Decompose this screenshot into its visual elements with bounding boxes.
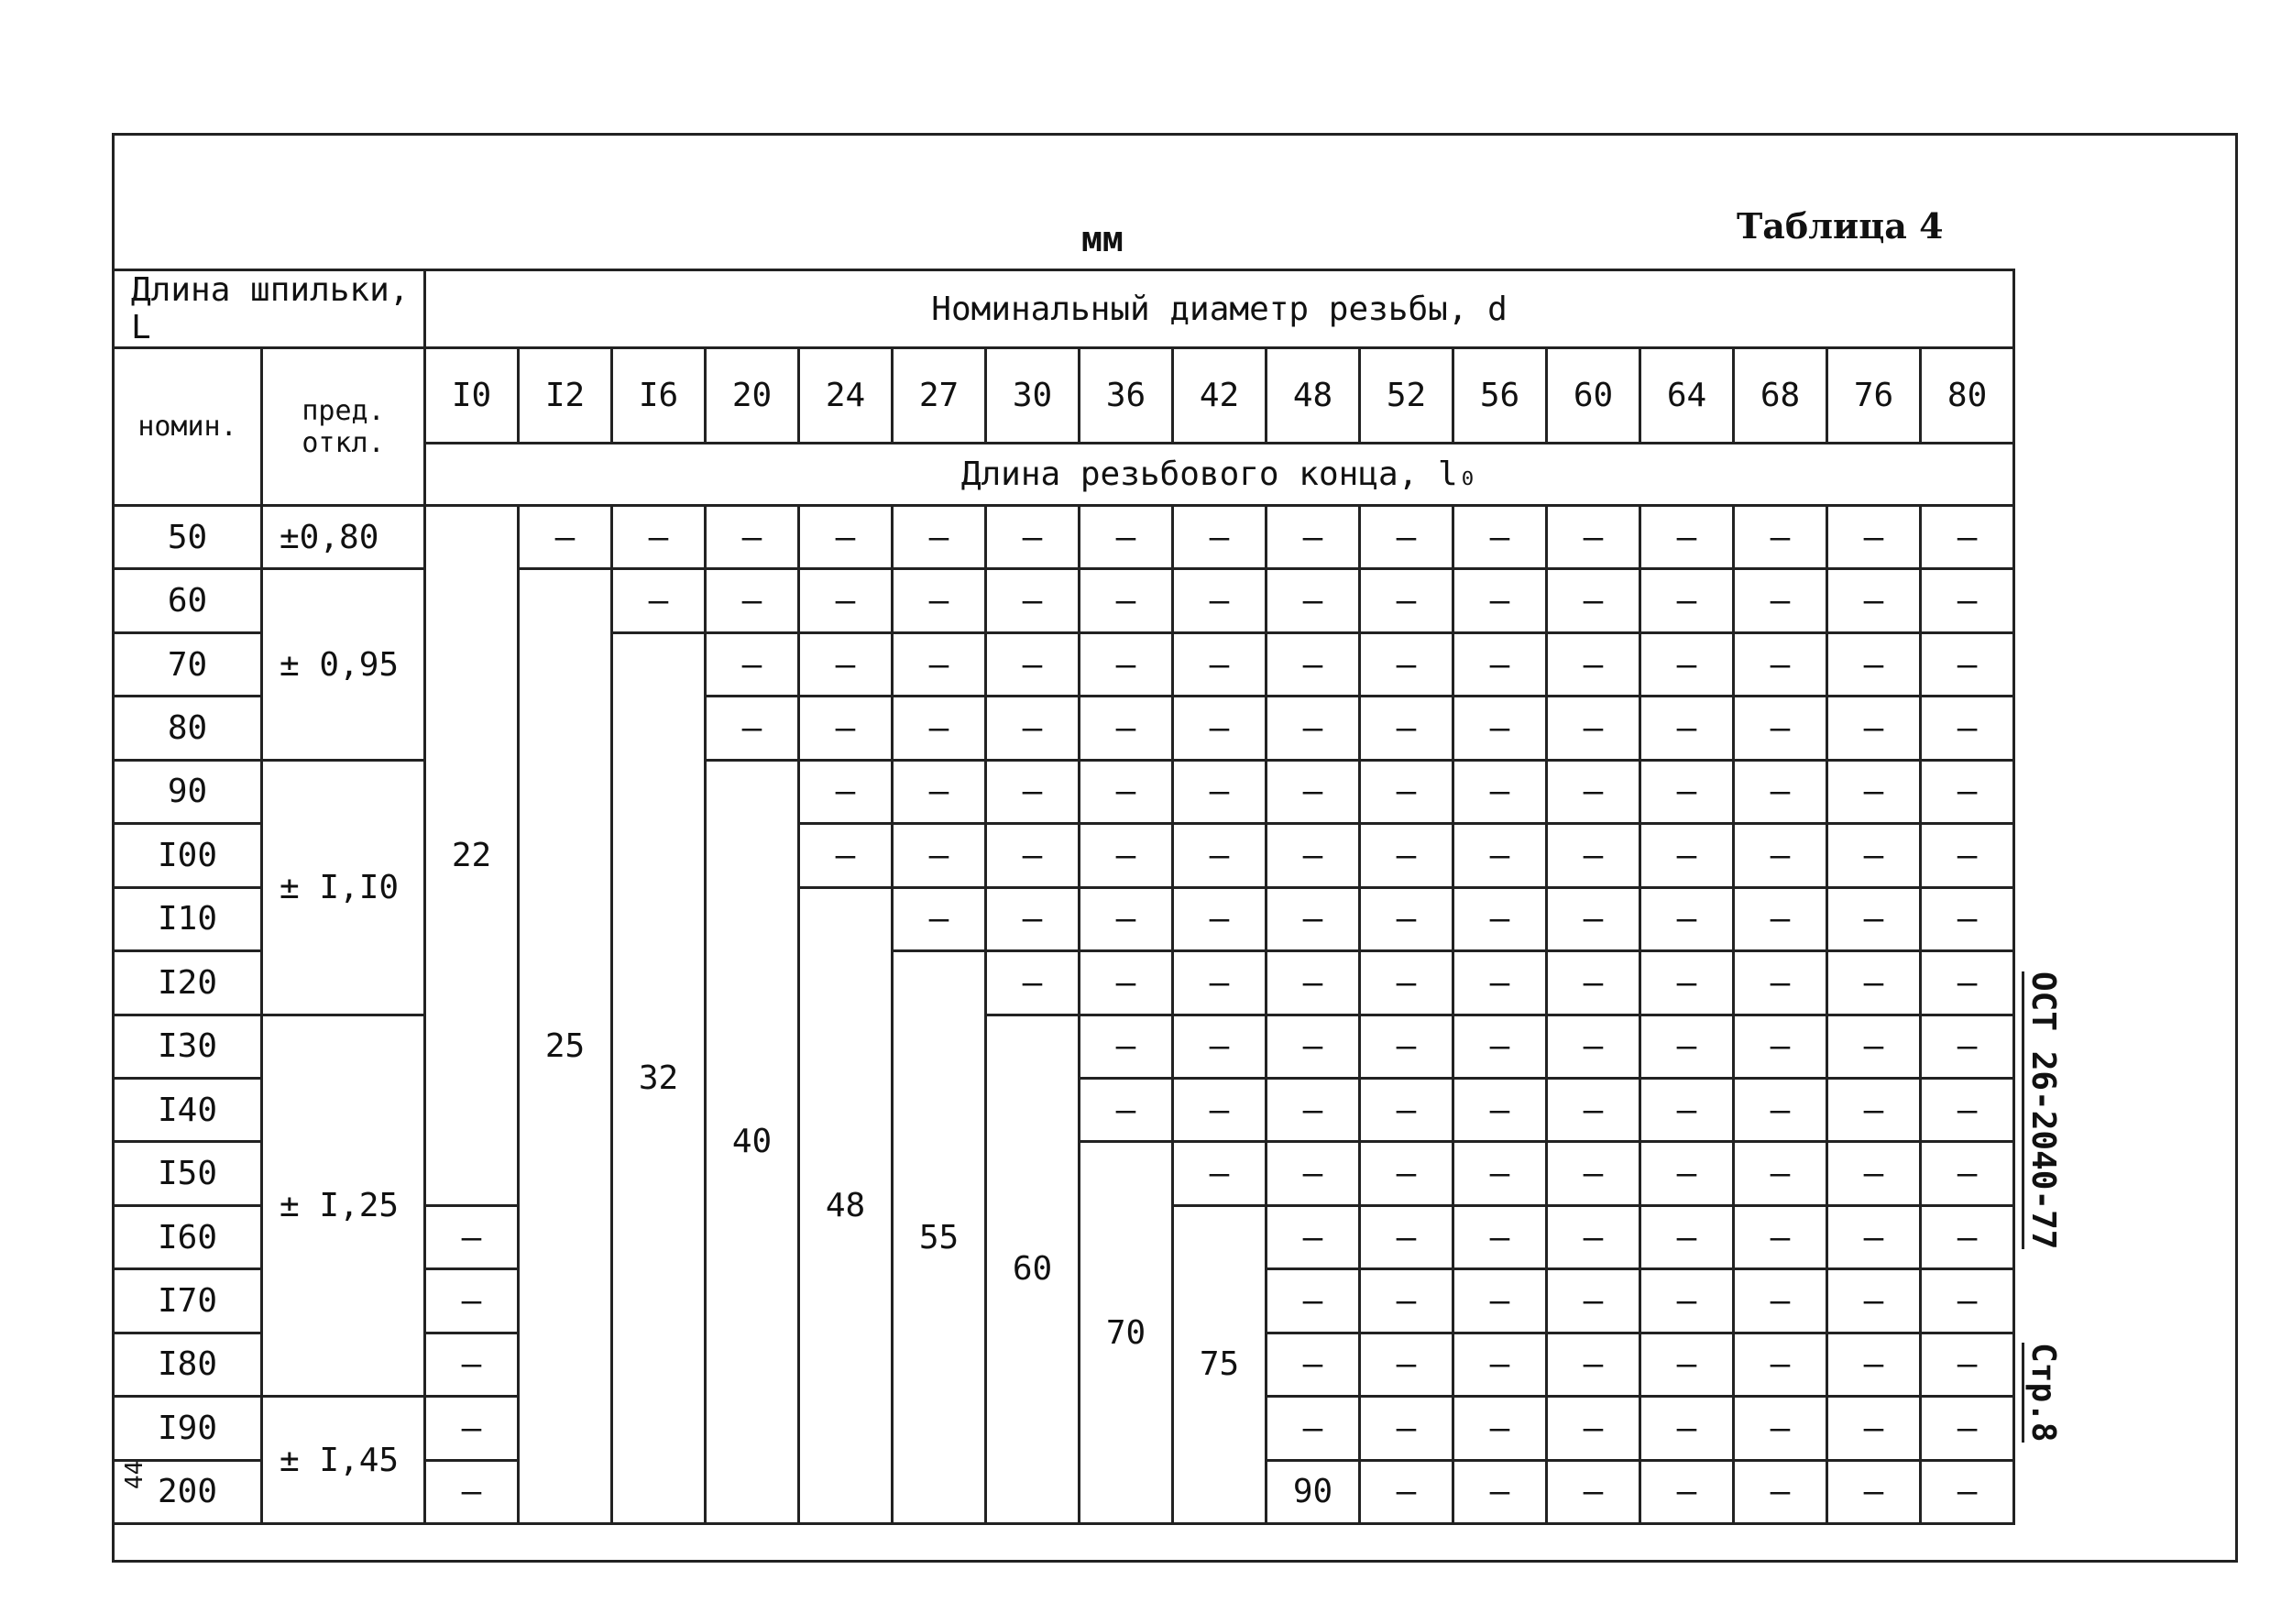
dash-cell: – — [1827, 1460, 1921, 1523]
deviation-cell: ±0,80 — [262, 506, 425, 569]
dash-cell: – — [1267, 887, 1360, 950]
dash-cell: – — [799, 632, 893, 696]
dash-cell: – — [1827, 1015, 1921, 1078]
diameter-cell: 52 — [1360, 348, 1453, 444]
stud-length-header: Длина шпильки, L — [114, 270, 425, 348]
dash-cell: – — [1921, 1397, 2014, 1460]
dash-cell: – — [1921, 1269, 2014, 1333]
thread-length-cell: 25 — [519, 569, 612, 1524]
dash-cell: – — [1267, 1205, 1360, 1268]
dash-cell: – — [1547, 506, 1640, 569]
dash-cell: – — [1734, 951, 1827, 1015]
diameter-cell: 76 — [1827, 348, 1921, 444]
dash-cell: – — [893, 569, 986, 632]
diameter-cell: I2 — [519, 348, 612, 444]
length-cell: I10 — [114, 887, 262, 950]
dash-cell: – — [1173, 1015, 1267, 1078]
dash-cell: – — [1827, 1397, 1921, 1460]
dash-cell: – — [1734, 506, 1827, 569]
dash-cell: – — [1640, 506, 1734, 569]
dash-cell: – — [1640, 1460, 1734, 1523]
dash-cell: – — [1827, 1205, 1921, 1268]
dash-cell: – — [799, 697, 893, 760]
dash-cell: – — [1453, 1015, 1547, 1078]
dash-cell: – — [1640, 569, 1734, 632]
dash-cell: – — [986, 951, 1080, 1015]
dash-cell: – — [1547, 1460, 1640, 1523]
dash-cell: – — [1453, 824, 1547, 887]
dash-cell: – — [1453, 697, 1547, 760]
dash-cell: – — [1360, 1078, 1453, 1141]
dash-cell: – — [1173, 569, 1267, 632]
dash-cell: – — [1827, 1142, 1921, 1205]
thread-length-header: Длина резьбового конца, l₀ — [425, 444, 2014, 506]
dash-cell: – — [1640, 1205, 1734, 1268]
dash-cell: – — [1734, 1269, 1827, 1333]
dash-cell: – — [1827, 760, 1921, 823]
dash-cell: – — [1640, 1269, 1734, 1333]
thread-length-table — [112, 269, 2015, 1525]
dash-cell: – — [1267, 1333, 1360, 1396]
dash-cell: – — [1734, 824, 1827, 887]
dash-cell: – — [1080, 506, 1173, 569]
dash-cell: – — [1453, 632, 1547, 696]
dash-cell: – — [1734, 1142, 1827, 1205]
dash-cell: – — [1547, 1397, 1640, 1460]
dash-cell: – — [1173, 824, 1267, 887]
diameter-cell: 36 — [1080, 348, 1173, 444]
dash-cell: – — [1827, 569, 1921, 632]
dash-cell: – — [1080, 569, 1173, 632]
dash-cell: – — [1734, 760, 1827, 823]
diameter-cell: 24 — [799, 348, 893, 444]
dash-cell: – — [1080, 887, 1173, 950]
diameter-cell: 68 — [1734, 348, 1827, 444]
dash-cell: – — [425, 1333, 519, 1396]
dash-cell: – — [1360, 697, 1453, 760]
dash-cell: – — [986, 760, 1080, 823]
diameter-cell: 27 — [893, 348, 986, 444]
dash-cell: – — [1921, 1205, 2014, 1268]
dash-cell: – — [1173, 506, 1267, 569]
dash-cell: – — [1547, 569, 1640, 632]
dash-cell: – — [706, 697, 799, 760]
table-number: Таблица 4 — [1737, 205, 1944, 247]
length-cell: I70 — [114, 1269, 262, 1333]
dash-cell: – — [1453, 1460, 1547, 1523]
dash-cell: – — [706, 569, 799, 632]
dash-cell: – — [1453, 1333, 1547, 1396]
dash-cell: – — [1734, 697, 1827, 760]
dash-cell: – — [425, 1460, 519, 1523]
dash-cell: – — [1547, 632, 1640, 696]
dash-cell: – — [1921, 1078, 2014, 1141]
length-cell: 70 — [114, 632, 262, 696]
dash-cell: – — [1734, 1397, 1827, 1460]
dash-cell: – — [1734, 569, 1827, 632]
dash-cell: – — [1921, 1333, 2014, 1396]
length-cell: I80 — [114, 1333, 262, 1396]
length-cell: I60 — [114, 1205, 262, 1268]
dash-cell: – — [1080, 632, 1173, 696]
dash-cell: – — [1360, 887, 1453, 950]
dash-cell: – — [1453, 1142, 1547, 1205]
dash-cell: – — [986, 697, 1080, 760]
dash-cell: – — [1360, 760, 1453, 823]
dash-cell: – — [1827, 1269, 1921, 1333]
dash-cell: – — [893, 506, 986, 569]
dash-cell: – — [1173, 760, 1267, 823]
dash-cell: – — [706, 632, 799, 696]
diameter-cell: 64 — [1640, 348, 1734, 444]
dash-cell: – — [1173, 1142, 1267, 1205]
dash-cell: – — [986, 632, 1080, 696]
dash-cell: – — [1080, 1015, 1173, 1078]
dash-cell: – — [986, 824, 1080, 887]
dash-cell: – — [1453, 1078, 1547, 1141]
dash-cell: – — [799, 760, 893, 823]
diameter-cell: I6 — [612, 348, 706, 444]
dash-cell: – — [1453, 887, 1547, 950]
thread-length-cell: 70 — [1080, 1142, 1173, 1524]
dash-cell: – — [1640, 1397, 1734, 1460]
dash-cell: – — [1921, 506, 2014, 569]
dash-cell: – — [893, 824, 986, 887]
dash-cell: – — [893, 887, 986, 950]
diameter-cell: 48 — [1267, 348, 1360, 444]
dash-cell: – — [1360, 569, 1453, 632]
thread-length-cell: 32 — [612, 632, 706, 1523]
dash-cell: – — [1173, 632, 1267, 696]
dash-cell: – — [1734, 1460, 1827, 1523]
dash-cell: – — [1921, 1015, 2014, 1078]
dash-cell: – — [1173, 1078, 1267, 1141]
dash-cell: – — [1453, 1205, 1547, 1268]
dash-cell: – — [1640, 1015, 1734, 1078]
dash-cell: – — [1547, 887, 1640, 950]
deviation-cell: ± I,25 — [262, 1015, 425, 1397]
dash-cell: – — [1453, 1269, 1547, 1333]
thread-length-cell: 90 — [1267, 1460, 1360, 1523]
dash-cell: – — [1547, 1142, 1640, 1205]
dash-cell: – — [1453, 506, 1547, 569]
dash-cell: – — [425, 1205, 519, 1268]
dash-cell: – — [1360, 1333, 1453, 1396]
thread-length-cell: 22 — [425, 506, 519, 1206]
dash-cell: – — [1640, 887, 1734, 950]
dash-cell: – — [1173, 887, 1267, 950]
dash-cell: – — [1267, 1397, 1360, 1460]
length-cell: 90 — [114, 760, 262, 823]
dash-cell: – — [1921, 824, 2014, 887]
dash-cell: – — [1921, 1142, 2014, 1205]
length-cell: I00 — [114, 824, 262, 887]
dash-cell: – — [1453, 760, 1547, 823]
dash-cell: – — [893, 760, 986, 823]
dash-cell: – — [1547, 1333, 1640, 1396]
dash-cell: – — [1267, 506, 1360, 569]
dash-cell: – — [1547, 1205, 1640, 1268]
length-cell: 80 — [114, 697, 262, 760]
dash-cell: – — [1453, 951, 1547, 1015]
length-cell: I50 — [114, 1142, 262, 1205]
diameter-cell: I0 — [425, 348, 519, 444]
dash-cell: – — [1267, 697, 1360, 760]
dash-cell: – — [1921, 951, 2014, 1015]
dash-cell: – — [1360, 1015, 1453, 1078]
dash-cell: – — [1080, 697, 1173, 760]
length-cell: 60 — [114, 569, 262, 632]
dash-cell: – — [799, 569, 893, 632]
dash-cell: – — [1640, 760, 1734, 823]
dash-cell: – — [1921, 887, 2014, 950]
dash-cell: – — [706, 506, 799, 569]
dash-cell: – — [1734, 632, 1827, 696]
diameter-cell: 42 — [1173, 348, 1267, 444]
dash-cell: – — [1547, 951, 1640, 1015]
dash-cell: – — [799, 506, 893, 569]
dash-cell: – — [1547, 1015, 1640, 1078]
dash-cell: – — [1827, 887, 1921, 950]
thread-length-cell: 48 — [799, 887, 893, 1523]
dash-cell: – — [1080, 1078, 1173, 1141]
length-cell: I90 — [114, 1397, 262, 1460]
dash-cell: – — [1827, 632, 1921, 696]
side-label — [2007, 971, 2062, 1443]
dash-cell: – — [1734, 1078, 1827, 1141]
diameter-cell: 56 — [1453, 348, 1547, 444]
dash-cell: – — [1267, 632, 1360, 696]
dash-cell: – — [1640, 824, 1734, 887]
dash-cell: – — [1080, 760, 1173, 823]
dash-cell: – — [1267, 1142, 1360, 1205]
dash-cell: – — [1547, 824, 1640, 887]
length-cell: 200 — [114, 1460, 262, 1523]
dash-cell: – — [1547, 1078, 1640, 1141]
deviation-cell: ± I,45 — [262, 1397, 425, 1524]
dash-cell: – — [799, 824, 893, 887]
diameter-header: Номинальный диаметр резьбы, d — [425, 270, 2014, 348]
thread-length-cell: 40 — [706, 760, 799, 1523]
dash-cell: – — [612, 569, 706, 632]
dash-cell: – — [1827, 506, 1921, 569]
standard-number: ОСТ 26-2040-77 — [2022, 971, 2062, 1249]
length-cell: I20 — [114, 951, 262, 1015]
dash-cell: – — [1267, 951, 1360, 1015]
dash-cell: – — [893, 632, 986, 696]
dash-cell: – — [1360, 632, 1453, 696]
page-number: Стр.8 — [2022, 1343, 2062, 1442]
dash-cell: – — [1640, 1142, 1734, 1205]
length-cell: 50 — [114, 506, 262, 569]
dash-cell: – — [1640, 951, 1734, 1015]
dash-cell: – — [1267, 1269, 1360, 1333]
dash-cell: – — [1640, 632, 1734, 696]
dash-cell: – — [1921, 1460, 2014, 1523]
dash-cell: – — [986, 887, 1080, 950]
dash-cell: – — [1640, 1333, 1734, 1396]
dash-cell: – — [1080, 951, 1173, 1015]
thread-length-cell: 60 — [986, 1015, 1080, 1524]
dash-cell: – — [1547, 697, 1640, 760]
dash-cell: – — [1640, 1078, 1734, 1141]
dash-cell: – — [1360, 1269, 1453, 1333]
length-cell: I40 — [114, 1078, 262, 1141]
dash-cell: – — [893, 697, 986, 760]
dash-cell: – — [1827, 824, 1921, 887]
dash-cell: – — [1921, 760, 2014, 823]
diameter-cell: 20 — [706, 348, 799, 444]
dash-cell: – — [1827, 1333, 1921, 1396]
diameter-cell: 30 — [986, 348, 1080, 444]
diameter-cell: 80 — [1921, 348, 2014, 444]
dash-cell: – — [612, 506, 706, 569]
dash-cell: – — [1453, 1397, 1547, 1460]
unit-label: мм — [1081, 219, 1124, 259]
dash-cell: – — [425, 1397, 519, 1460]
dash-cell: – — [1921, 569, 2014, 632]
dash-cell: – — [986, 506, 1080, 569]
dash-cell: – — [1360, 1205, 1453, 1268]
dash-cell: – — [986, 569, 1080, 632]
dash-cell: – — [1827, 697, 1921, 760]
dash-cell: – — [1827, 951, 1921, 1015]
dash-cell: – — [1173, 697, 1267, 760]
dash-cell: – — [1921, 632, 2014, 696]
dash-cell: – — [1267, 760, 1360, 823]
dash-cell: – — [1453, 569, 1547, 632]
dash-cell: – — [1360, 1397, 1453, 1460]
thread-length-cell: 75 — [1173, 1205, 1267, 1523]
dash-cell: – — [1080, 824, 1173, 887]
dash-cell: – — [1734, 887, 1827, 950]
dash-cell: – — [1547, 1269, 1640, 1333]
dash-cell: – — [1360, 1142, 1453, 1205]
dash-cell: – — [1734, 1333, 1827, 1396]
dash-cell: – — [519, 506, 612, 569]
dash-cell: – — [1547, 760, 1640, 823]
dash-cell: – — [1267, 1078, 1360, 1141]
corner-mark: 44 — [121, 1460, 148, 1489]
dash-cell: – — [1734, 1205, 1827, 1268]
dash-cell: – — [425, 1269, 519, 1333]
length-cell: I30 — [114, 1015, 262, 1078]
dash-cell: – — [1267, 569, 1360, 632]
dash-cell: – — [1360, 951, 1453, 1015]
dash-cell: – — [1360, 824, 1453, 887]
deviation-cell: ± I,I0 — [262, 760, 425, 1015]
deviation-header: пред. откл. — [262, 348, 425, 506]
dash-cell: – — [1173, 951, 1267, 1015]
dash-cell: – — [1267, 1015, 1360, 1078]
dash-cell: – — [1267, 824, 1360, 887]
diameter-cell: 60 — [1547, 348, 1640, 444]
nominal-header: номин. — [114, 348, 262, 506]
dash-cell: – — [1921, 697, 2014, 760]
thread-length-cell: 55 — [893, 951, 986, 1524]
deviation-cell: ± 0,95 — [262, 569, 425, 760]
dash-cell: – — [1827, 1078, 1921, 1141]
dash-cell: – — [1360, 506, 1453, 569]
dash-cell: – — [1640, 697, 1734, 760]
dash-cell: – — [1734, 1015, 1827, 1078]
dash-cell: – — [1360, 1460, 1453, 1523]
